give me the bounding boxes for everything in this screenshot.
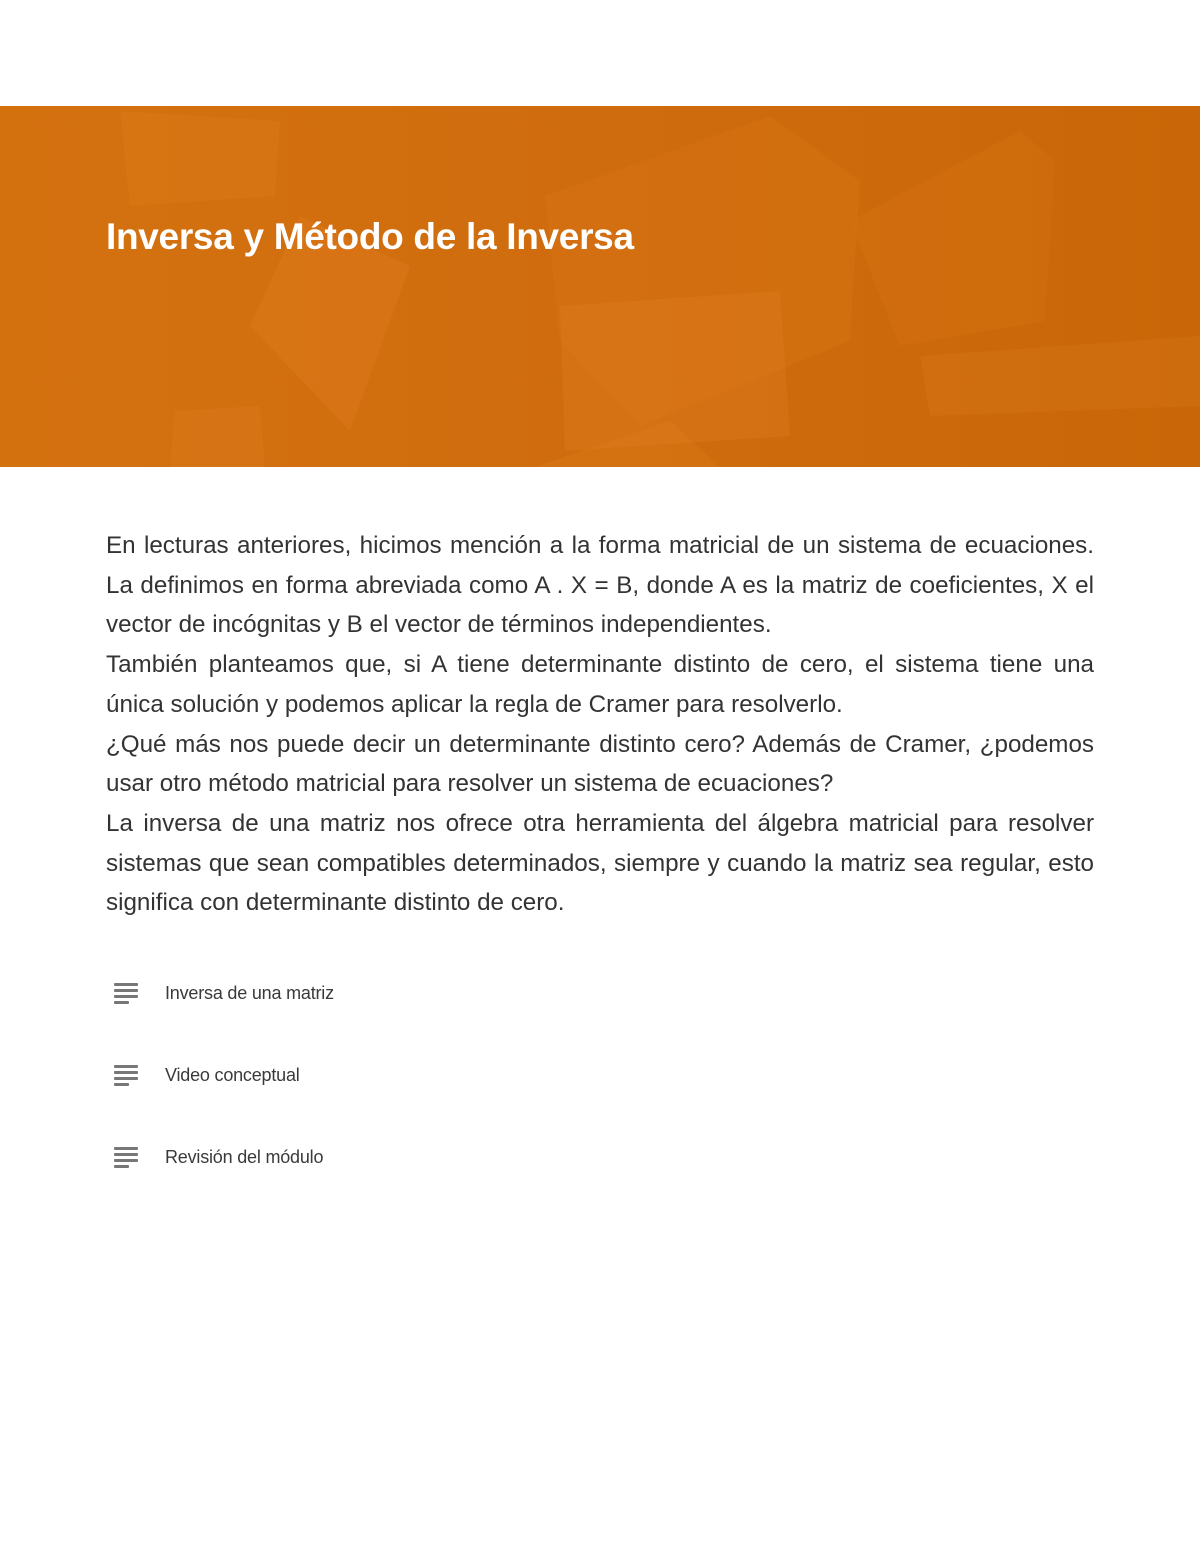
lesson-item-label: Inversa de una matriz [165,982,334,1003]
paragraph: La inversa de una matriz nos ofrece otra herramienta del álgebra matricial para resolver sistemas que sean compatibles determinados, siempre y cuando la matriz sea regular, esto significa con determinante distinto de cero. [106,809,1094,917]
text-lines-icon [114,1146,140,1168]
text-lines-icon [114,982,140,1004]
lesson-list [114,972,714,1218]
lesson-item-inversa-de-una-matriz[interactable] [114,972,714,1014]
paragraph: ¿Qué más nos puede decir un determinante distinto cero? Además de Cramer, ¿podemos usar otro método matricial para resolver un sistema de ecuaciones? [106,730,1094,798]
lesson-item-video-conceptual[interactable] [114,1054,714,1096]
intro-text [106,526,1094,923]
text-lines-icon [114,1064,140,1086]
lesson-item-label: Revisión del módulo [165,1146,324,1167]
lesson-item-revision-del-modulo[interactable] [114,1136,714,1178]
paragraph: También planteamos que, si A tiene determinante distinto de cero, el sistema tiene una única solución y podemos aplicar la regla de Cramer para resolverlo. [106,651,1094,718]
hero-banner [0,106,1200,467]
page-title: Inversa y Método de la Inversa [106,216,634,257]
paragraph: En lecturas anteriores, hicimos mención a la forma matricial de un sistema de ecuaciones. La definimos en forma abreviada como A . X = B, donde A es la matriz de coeficientes, X el vector de incógnitas y B el vector de términos independientes. [106,532,1094,639]
hero-background-shapes [0,106,1200,467]
lesson-item-label: Video conceptual [165,1064,300,1085]
